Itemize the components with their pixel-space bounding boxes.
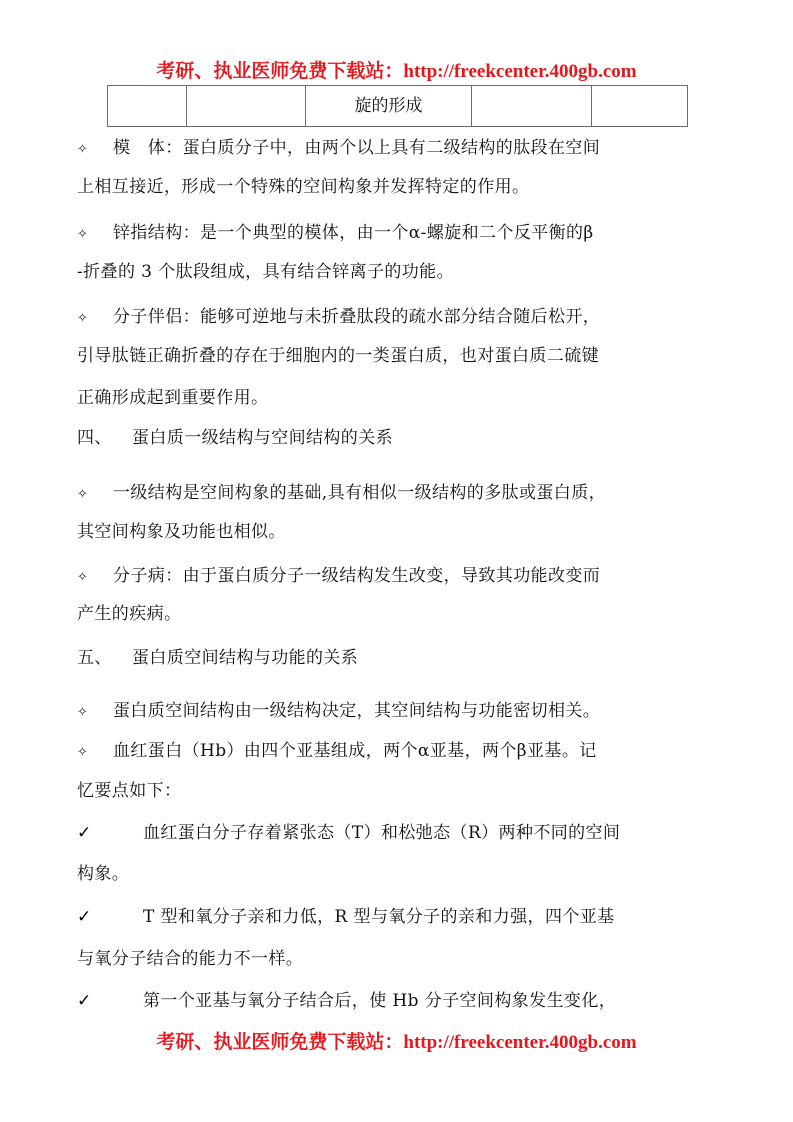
diamond-bullet-icon: ✧ <box>77 227 89 242</box>
text: 血红蛋白（Hb）由四个亚基组成，两个α亚基，两个β亚基。记 <box>113 741 597 761</box>
paragraph-chaperone-cont1: 引导肽链正确折叠的存在于细胞内的一类蛋白质，也对蛋白质二硫键 <box>77 346 599 366</box>
table-cell <box>187 86 306 127</box>
diamond-bullet-icon: ✧ <box>77 487 89 502</box>
paragraph-motif <box>77 136 717 162</box>
text: 蛋白质空间结构由一级结构决定，其空间结构与功能密切相关。 <box>113 701 601 721</box>
text: 第一个亚基与氧分子结合后，使 Hb 分子空间构象发生变化， <box>143 991 617 1011</box>
text: 锌指结构：是一个典型的模体，由一个α-螺旋和二个反平衡的β <box>113 223 594 243</box>
text: 模 体：蛋白质分子中，由两个以上具有二级结构的肽段在空间 <box>113 138 601 158</box>
paragraph-spatial-structure <box>77 699 717 725</box>
diamond-bullet-icon: ✧ <box>77 745 89 760</box>
section-number: 五、 <box>77 648 112 668</box>
paragraph-primary-structure <box>77 481 717 507</box>
check-item-2 <box>77 905 717 929</box>
section-heading-5 <box>77 646 717 670</box>
text: 一级结构是空间构象的基础,具有相似一级结构的多肽或蛋白质， <box>113 483 607 503</box>
paragraph-molecular-disease-cont: 产生的疾病。 <box>77 604 182 624</box>
section-number: 四、 <box>77 428 112 448</box>
text: 血红蛋白分子存着紧张态（T）和松弛态（R）两种不同的空间 <box>143 823 621 843</box>
section-title: 蛋白质空间结构与功能的关系 <box>132 648 359 668</box>
checkmark-icon: ✓ <box>77 907 92 927</box>
paragraph-chaperone-cont2: 正确形成起到重要作用。 <box>77 388 269 408</box>
paragraph-primary-structure-cont: 其空间构象及功能也相似。 <box>77 522 286 542</box>
continued-table <box>107 85 688 127</box>
paragraph-hemoglobin-cont: 忆要点如下： <box>77 781 182 801</box>
checkmark-icon: ✓ <box>77 823 92 843</box>
diamond-bullet-icon: ✧ <box>77 705 89 720</box>
check-item-1 <box>77 821 717 845</box>
watermark-header: 考研、执业医师免费下载站：http://freekcenter.400gb.com <box>156 61 637 82</box>
table-row <box>108 86 688 127</box>
diamond-bullet-icon: ✧ <box>77 570 89 585</box>
paragraph-hemoglobin <box>77 739 717 765</box>
paragraph-zinc-finger <box>77 221 717 247</box>
watermark-footer: 考研、执业医师免费下载站：http://freekcenter.400gb.com <box>156 1032 637 1053</box>
checkmark-icon: ✓ <box>77 991 92 1011</box>
table-cell <box>592 86 688 127</box>
text: 分子伴侣：能够可逆地与未折叠肽段的疏水部分结合随后松开， <box>113 307 601 327</box>
diamond-bullet-icon: ✧ <box>77 311 89 326</box>
table-cell <box>108 86 187 127</box>
table-cell: 旋的形成 <box>306 86 472 127</box>
paragraph-motif-cont: 上相互接近，形成一个特殊的空间构象并发挥特定的作用。 <box>77 177 530 197</box>
check-item-1-cont: 构象。 <box>77 864 130 884</box>
section-heading-4 <box>77 426 717 450</box>
paragraph-chaperone <box>77 305 717 331</box>
paragraph-molecular-disease <box>77 564 717 590</box>
table-cell <box>472 86 592 127</box>
section-title: 蛋白质一级结构与空间结构的关系 <box>132 428 393 448</box>
check-item-2-cont: 与氧分子结合的能力不一样。 <box>77 949 304 969</box>
text: T 型和氧分子亲和力低，R 型与氧分子的亲和力强，四个亚基 <box>143 907 615 927</box>
paragraph-zinc-finger-cont: -折叠的 3 个肽段组成，具有结合锌离子的功能。 <box>77 262 454 282</box>
diamond-bullet-icon: ✧ <box>77 142 89 157</box>
text: 分子病：由于蛋白质分子一级结构发生改变，导致其功能改变而 <box>113 566 601 586</box>
check-item-3 <box>77 989 717 1013</box>
